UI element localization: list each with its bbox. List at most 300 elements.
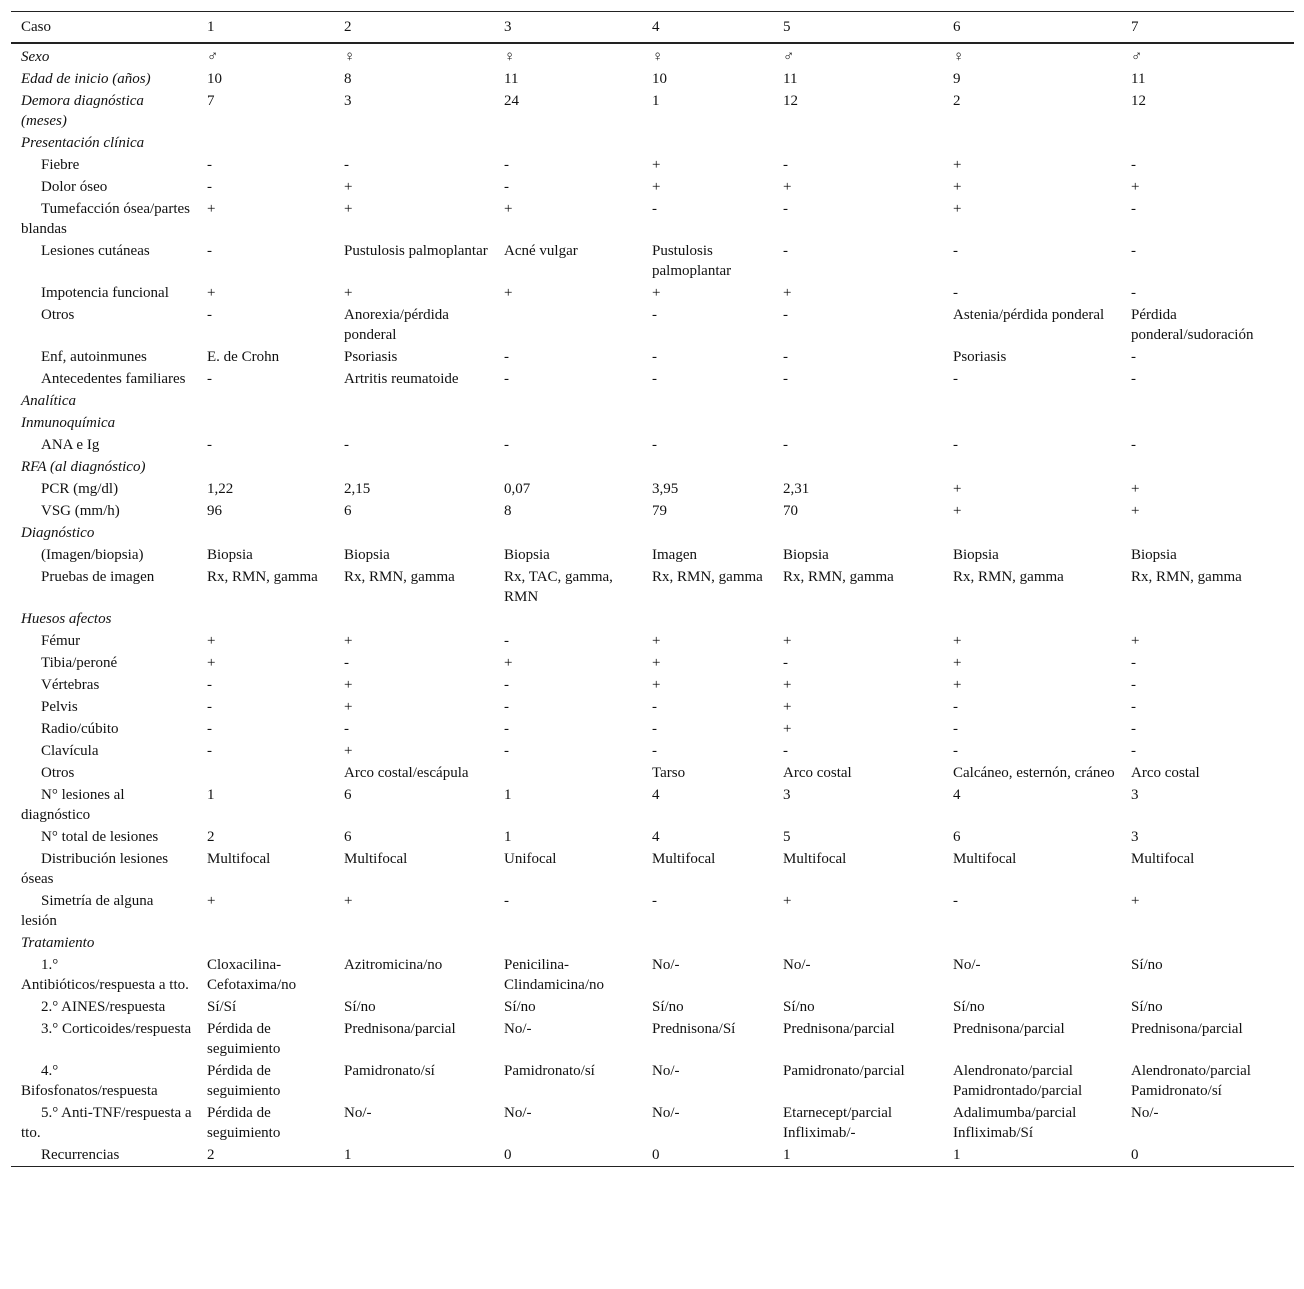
- table-cell: 8: [504, 503, 512, 519]
- table-cell: Pustulosis palmoplantar: [652, 243, 732, 279]
- table-row: [11, 412, 1294, 434]
- row-label: (Imagen/biopsia): [41, 547, 144, 563]
- table-cell: 1,22: [207, 481, 234, 497]
- header-cell-case-1: 1: [207, 19, 215, 35]
- table-cell: +: [504, 655, 513, 671]
- table-cell: +: [1131, 893, 1140, 909]
- table-cell: 10: [652, 71, 667, 87]
- row-label: Otros: [41, 765, 75, 781]
- table-cell: 0: [504, 1147, 512, 1163]
- table-cell: 1: [652, 93, 660, 109]
- table-cell: [494, 456, 642, 478]
- table-cell: 4: [652, 829, 660, 845]
- table-cell: -: [652, 699, 657, 715]
- table-row: [11, 1060, 1294, 1102]
- table-cell: [494, 304, 642, 346]
- row-label: Dolor óseo: [41, 179, 108, 195]
- table-cell: [943, 608, 1121, 630]
- row-label: Fiebre: [41, 157, 80, 173]
- table-cell: -: [207, 371, 212, 387]
- table-cell: -: [1131, 349, 1136, 365]
- table-cell: Biopsia: [953, 547, 999, 563]
- table-cell: 0: [652, 1147, 660, 1163]
- table-cell: -: [1131, 677, 1136, 693]
- header-row: [11, 12, 1294, 44]
- table-cell: [773, 932, 943, 954]
- table-cell: -: [344, 437, 349, 453]
- table-cell: Biopsia: [344, 547, 390, 563]
- table-cell: [197, 932, 334, 954]
- table-cell: [334, 390, 494, 412]
- table-cell: [773, 456, 943, 478]
- table-cell: Pérdida de seguimiento: [207, 1105, 281, 1141]
- table-cell: 24: [504, 93, 519, 109]
- table-cell: 11: [504, 71, 519, 87]
- table-cell: Multifocal: [783, 851, 847, 867]
- table-cell: [197, 456, 334, 478]
- table-cell: [197, 390, 334, 412]
- table-row: [11, 154, 1294, 176]
- table-row: [11, 240, 1294, 282]
- table-cell: No/-: [652, 1063, 680, 1079]
- table-cell: -: [953, 893, 958, 909]
- table-cell: +: [1131, 633, 1140, 649]
- table-row: [11, 544, 1294, 566]
- table-row: [11, 1144, 1294, 1167]
- header-cell-case-2: 2: [344, 19, 352, 35]
- table-cell: Biopsia: [504, 547, 550, 563]
- row-label: Demora diagnóstica (meses): [21, 93, 144, 129]
- row-label: Tratamiento: [21, 935, 95, 951]
- table-cell: [334, 522, 494, 544]
- table-cell: 1: [504, 787, 512, 803]
- table-cell: -: [953, 721, 958, 737]
- table-cell: ♀: [504, 49, 516, 65]
- table-row: [11, 652, 1294, 674]
- table-cell: ♀: [953, 49, 965, 65]
- table-cell: -: [504, 743, 509, 759]
- table-cell: Pamidronato/parcial: [783, 1063, 905, 1079]
- row-label: 5.° Anti-TNF/respuesta a tto.: [21, 1105, 192, 1141]
- table-cell: -: [652, 307, 657, 323]
- row-label: 1.° Antibióticos/respuesta a tto.: [21, 957, 189, 993]
- table-cell: Prednisona/Sí: [652, 1021, 736, 1037]
- table-cell: Rx, RMN, gamma: [783, 569, 894, 585]
- table-cell: [943, 132, 1121, 154]
- table-cell: +: [207, 893, 216, 909]
- table-cell: ♀: [652, 49, 664, 65]
- table-cell: +: [207, 633, 216, 649]
- table-cell: -: [953, 285, 958, 301]
- table-row: [11, 566, 1294, 608]
- header-cell-case-4: 4: [652, 19, 660, 35]
- table-cell: Psoriasis: [344, 349, 398, 365]
- table-cell: +: [783, 893, 792, 909]
- table-cell: +: [783, 633, 792, 649]
- table-cell: +: [344, 201, 353, 217]
- table-cell: Artritis reumatoide: [344, 371, 459, 387]
- table-cell: -: [783, 201, 788, 217]
- table-cell: 4: [652, 787, 660, 803]
- table-cell: Penicilina-Clindamicina/no: [504, 957, 604, 993]
- table-cell: Alendronato/parcial Pamidrontado/parcial: [953, 1063, 1083, 1099]
- table-cell: [197, 132, 334, 154]
- row-label: Pruebas de imagen: [41, 569, 155, 585]
- table-cell: [773, 390, 943, 412]
- table-cell: +: [344, 677, 353, 693]
- table-cell: +: [953, 157, 962, 173]
- table-cell: +: [783, 721, 792, 737]
- table-cell: [197, 762, 334, 784]
- table-cell: [334, 132, 494, 154]
- table-cell: E. de Crohn: [207, 349, 280, 365]
- table-cell: -: [953, 743, 958, 759]
- table-cell: -: [207, 743, 212, 759]
- table-cell: [494, 390, 642, 412]
- table-cell: Prednisona/parcial: [783, 1021, 895, 1037]
- table-cell: Adalimumba/parcial Infliximab/Sí: [953, 1105, 1077, 1141]
- table-cell: 3: [783, 787, 791, 803]
- table-cell: ♀: [344, 49, 356, 65]
- table-cell: -: [1131, 743, 1136, 759]
- table-cell: [943, 456, 1121, 478]
- table-cell: 3,95: [652, 481, 679, 497]
- table-cell: Alendronato/parcial Pamidronato/sí: [1131, 1063, 1251, 1099]
- table-cell: 11: [1131, 71, 1146, 87]
- table-cell: Biopsia: [1131, 547, 1177, 563]
- table-row: [11, 696, 1294, 718]
- table-cell: Arco costal: [783, 765, 852, 781]
- table-cell: [773, 132, 943, 154]
- table-cell: Sí/no: [783, 999, 815, 1015]
- header-cell-case-6: 6: [953, 19, 961, 35]
- table-cell: Multifocal: [344, 851, 408, 867]
- table-row: [11, 608, 1294, 630]
- row-label: Radio/cúbito: [41, 721, 119, 737]
- row-label: N° total de lesiones: [41, 829, 159, 845]
- table-cell: [197, 522, 334, 544]
- row-label: N° lesiones al diagnóstico: [21, 787, 125, 823]
- table-cell: [943, 522, 1121, 544]
- clinical-cases-table: [11, 11, 1294, 1167]
- table-cell: -: [207, 677, 212, 693]
- table-cell: -: [652, 371, 657, 387]
- table-cell: [943, 390, 1121, 412]
- table-row: [11, 390, 1294, 412]
- table-cell: [197, 412, 334, 434]
- table-cell: -: [783, 655, 788, 671]
- table-row: [11, 434, 1294, 456]
- table-row: [11, 522, 1294, 544]
- table-row: [11, 1102, 1294, 1144]
- row-label: 2.° AINES/respuesta: [41, 999, 166, 1015]
- table-cell: -: [504, 677, 509, 693]
- header-cell-case-5: 5: [783, 19, 791, 35]
- table-cell: [773, 412, 943, 434]
- table-cell: -: [1131, 157, 1136, 173]
- table-cell: -: [504, 437, 509, 453]
- table-cell: +: [207, 201, 216, 217]
- table-cell: -: [783, 157, 788, 173]
- table-row: [11, 1018, 1294, 1060]
- table-cell: ♂: [783, 49, 795, 65]
- table-cell: Multifocal: [652, 851, 716, 867]
- table-cell: -: [652, 743, 657, 759]
- table-cell: 3: [344, 93, 352, 109]
- table-cell: 70: [783, 503, 798, 519]
- table-cell: +: [652, 677, 661, 693]
- table-row: [11, 630, 1294, 652]
- table-cell: Biopsia: [207, 547, 253, 563]
- table-cell: Pamidronato/sí: [344, 1063, 435, 1079]
- table-header: [11, 12, 1294, 44]
- table-cell: 2: [207, 829, 215, 845]
- table-cell: -: [344, 721, 349, 737]
- table-cell: Calcáneo, esternón, cráneo: [953, 765, 1115, 781]
- table-cell: +: [783, 285, 792, 301]
- table-cell: Arco costal: [1131, 765, 1200, 781]
- table-cell: -: [783, 371, 788, 387]
- table-cell: [334, 412, 494, 434]
- table-cell: No/-: [504, 1021, 532, 1037]
- row-label: ANA e Ig: [41, 437, 100, 453]
- table-cell: 6: [953, 829, 961, 845]
- table-cell: Pérdida de seguimiento: [207, 1063, 281, 1099]
- table-cell: ♂: [1131, 49, 1143, 65]
- table-cell: -: [1131, 721, 1136, 737]
- table-cell: 8: [344, 71, 352, 87]
- table-cell: -: [344, 655, 349, 671]
- table-cell: 6: [344, 829, 352, 845]
- table-cell: -: [504, 893, 509, 909]
- table-cell: Azitromicina/no: [344, 957, 443, 973]
- row-label: Antecedentes familiares: [41, 371, 186, 387]
- table-cell: [494, 762, 642, 784]
- table-cell: +: [652, 285, 661, 301]
- table-cell: [642, 132, 773, 154]
- table-cell: 4: [953, 787, 961, 803]
- row-label: RFA (al diagnóstico): [21, 459, 146, 475]
- table-cell: 2,31: [783, 481, 810, 497]
- table-row: [11, 932, 1294, 954]
- table-cell: [334, 932, 494, 954]
- table-cell: Prednisona/parcial: [1131, 1021, 1243, 1037]
- table-cell: Multifocal: [207, 851, 271, 867]
- table-cell: -: [1131, 201, 1136, 217]
- table-cell: +: [344, 743, 353, 759]
- row-label: VSG (mm/h): [41, 503, 120, 519]
- table-cell: 6: [344, 787, 352, 803]
- table-cell: [494, 932, 642, 954]
- table-row: [11, 282, 1294, 304]
- row-label: Presentación clínica: [21, 135, 145, 151]
- table-body: [11, 43, 1294, 1167]
- table-cell: No/-: [652, 957, 680, 973]
- table-cell: Sí/no: [652, 999, 684, 1015]
- table-cell: -: [504, 349, 509, 365]
- table-cell: -: [504, 699, 509, 715]
- table-cell: -: [504, 179, 509, 195]
- table-cell: Sí/Sí: [207, 999, 237, 1015]
- table-cell: +: [953, 503, 962, 519]
- table-cell: +: [953, 481, 962, 497]
- table-row: [11, 90, 1294, 132]
- table-cell: -: [783, 743, 788, 759]
- table-cell: [1121, 608, 1294, 630]
- table-row: [11, 996, 1294, 1018]
- table-cell: -: [1131, 243, 1136, 259]
- table-cell: -: [652, 349, 657, 365]
- table-cell: Unifocal: [504, 851, 557, 867]
- table-row: [11, 198, 1294, 240]
- table-cell: +: [344, 699, 353, 715]
- table-cell: Sí/no: [1131, 999, 1163, 1015]
- table-cell: 10: [207, 71, 222, 87]
- table-cell: 7: [207, 93, 215, 109]
- table-cell: No/-: [344, 1105, 372, 1121]
- table-cell: [943, 412, 1121, 434]
- table-cell: -: [207, 721, 212, 737]
- table-cell: -: [783, 437, 788, 453]
- table-cell: +: [652, 157, 661, 173]
- row-label: 3.° Corticoides/respuesta: [41, 1021, 192, 1037]
- table-cell: -: [207, 699, 212, 715]
- row-label: Vértebras: [41, 677, 100, 693]
- table-cell: -: [207, 157, 212, 173]
- table-cell: [642, 390, 773, 412]
- row-label: Recurrencias: [41, 1147, 120, 1163]
- table-cell: 1: [344, 1147, 352, 1163]
- table-cell: +: [1131, 481, 1140, 497]
- table-cell: Prednisona/parcial: [344, 1021, 456, 1037]
- table-cell: Rx, RMN, gamma: [344, 569, 455, 585]
- row-label: Tumefacción ósea/partes blandas: [21, 201, 190, 237]
- table-row: [11, 674, 1294, 696]
- table-cell: -: [1131, 437, 1136, 453]
- table-cell: [494, 522, 642, 544]
- table-cell: +: [344, 893, 353, 909]
- table-cell: +: [1131, 179, 1140, 195]
- table-cell: [197, 608, 334, 630]
- table-cell: 12: [783, 93, 798, 109]
- table-cell: 9: [953, 71, 961, 87]
- table-cell: 3: [1131, 787, 1139, 803]
- table-row: [11, 740, 1294, 762]
- table-cell: +: [953, 179, 962, 195]
- table-cell: +: [652, 633, 661, 649]
- table-cell: Rx, RMN, gamma: [1131, 569, 1242, 585]
- table-cell: 1: [953, 1147, 961, 1163]
- row-label: Distribución lesiones óseas: [21, 851, 169, 887]
- row-label: Pelvis: [41, 699, 78, 715]
- table-cell: Biopsia: [783, 547, 829, 563]
- table-cell: 1: [783, 1147, 791, 1163]
- table-cell: No/-: [652, 1105, 680, 1121]
- table-cell: -: [344, 157, 349, 173]
- table-cell: Rx, RMN, gamma: [953, 569, 1064, 585]
- table-row: [11, 68, 1294, 90]
- table-cell: +: [1131, 503, 1140, 519]
- table-cell: Psoriasis: [953, 349, 1007, 365]
- table-cell: Cloxacilina-Cefotaxima/no: [207, 957, 297, 993]
- row-label: 4.° Bifosfonatos/respuesta: [21, 1063, 158, 1099]
- table-cell: +: [652, 655, 661, 671]
- table-cell: 1: [504, 829, 512, 845]
- table-cell: [642, 522, 773, 544]
- table-cell: [1121, 932, 1294, 954]
- table-cell: -: [1131, 655, 1136, 671]
- table-cell: 0,07: [504, 481, 531, 497]
- table-row: [11, 762, 1294, 784]
- table-cell: Rx, RMN, gamma: [207, 569, 318, 585]
- row-label: Fémur: [41, 633, 81, 649]
- row-label: Edad de inicio (años): [21, 71, 151, 87]
- table-row: [11, 132, 1294, 154]
- table-cell: Arco costal/escápula: [344, 765, 469, 781]
- table-cell: 3: [1131, 829, 1139, 845]
- table-cell: No/-: [953, 957, 981, 973]
- row-label: Enf, autoinmunes: [41, 349, 147, 365]
- row-label: PCR (mg/dl): [41, 481, 119, 497]
- table-cell: [943, 932, 1121, 954]
- table-cell: Sí/no: [504, 999, 536, 1015]
- row-label: Diagnóstico: [21, 525, 95, 541]
- table-cell: Anorexia/pérdida ponderal: [344, 307, 449, 343]
- table-row: [11, 954, 1294, 996]
- table-cell: [773, 522, 943, 544]
- table-cell: Pamidronato/sí: [504, 1063, 595, 1079]
- table-cell: Multifocal: [1131, 851, 1195, 867]
- table-cell: +: [344, 285, 353, 301]
- table-cell: Imagen: [652, 547, 697, 563]
- table-cell: +: [344, 633, 353, 649]
- table-cell: 2: [953, 93, 961, 109]
- table-row: [11, 478, 1294, 500]
- header-cell-caso: Caso: [21, 19, 51, 35]
- table-cell: -: [207, 179, 212, 195]
- table-cell: Astenia/pérdida ponderal: [953, 307, 1105, 323]
- table-cell: 6: [344, 503, 352, 519]
- table-cell: 1: [207, 787, 215, 803]
- table-cell: 2: [207, 1147, 215, 1163]
- table-cell: ♂: [207, 49, 219, 65]
- table-cell: 96: [207, 503, 222, 519]
- table-cell: +: [953, 677, 962, 693]
- header-cell-case-7: 7: [1131, 19, 1139, 35]
- table-row: [11, 826, 1294, 848]
- row-label: Tibia/peroné: [41, 655, 118, 671]
- table-cell: Pérdida ponderal/sudoración: [1131, 307, 1254, 343]
- table-row: [11, 456, 1294, 478]
- table-cell: No/-: [504, 1105, 532, 1121]
- table-row: [11, 848, 1294, 890]
- row-label: Clavícula: [41, 743, 99, 759]
- table-cell: [773, 608, 943, 630]
- table-cell: 0: [1131, 1147, 1139, 1163]
- table-row: [11, 176, 1294, 198]
- table-cell: Rx, TAC, gamma, RMN: [504, 569, 613, 605]
- table-cell: Sí/no: [1131, 957, 1163, 973]
- table-cell: [1121, 390, 1294, 412]
- table-cell: +: [783, 699, 792, 715]
- row-label: Inmunoquímica: [21, 415, 116, 431]
- table-cell: +: [504, 201, 513, 217]
- table-cell: +: [207, 655, 216, 671]
- table-row: [11, 784, 1294, 826]
- table-cell: 2,15: [344, 481, 371, 497]
- table-cell: -: [1131, 285, 1136, 301]
- table-row: [11, 43, 1294, 68]
